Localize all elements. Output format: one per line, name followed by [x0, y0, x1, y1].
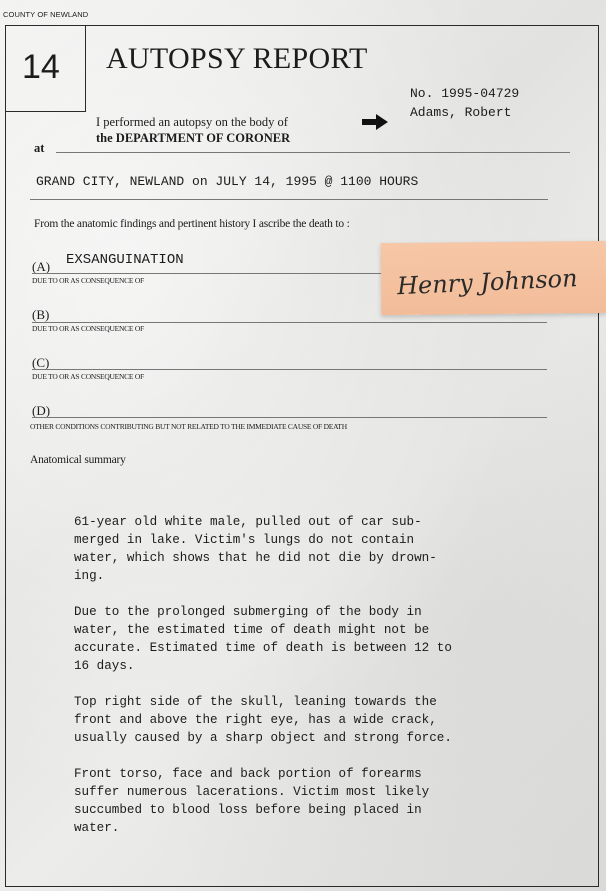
cause-c-letter: (C) [32, 355, 50, 370]
performed-line-1: I performed an autopsy on the body of [96, 115, 288, 129]
location-line: GRAND CITY, NEWLAND on JULY 14, 1995 @ 1100 HOURS [36, 174, 419, 189]
report-title: AUTOPSY REPORT [106, 42, 368, 75]
cause-a-letter: (A) [32, 259, 51, 274]
at-underline [56, 152, 570, 153]
sticky-note [381, 241, 606, 315]
county-label: COUNTY OF NEWLAND [3, 10, 89, 19]
anatomical-summary-label: Anatomical summary [30, 454, 126, 466]
case-number: No. 1995-04729 [410, 86, 520, 101]
summary-paragraph-4: Front torso, face and back portion of forearms suffer numerous lacerations. Victim most likely succumbed to blood loss before being placed in water. [74, 767, 430, 835]
cause-c-sub: DUE TO OR AS CONSEQUENCE OF [32, 372, 144, 381]
case-info [410, 84, 519, 122]
cause-d-letter: (D) [32, 403, 51, 418]
performed-statement [96, 114, 290, 146]
svg-text:Henry Johnson: Henry Johnson [396, 264, 579, 301]
summary-paragraph-2: Due to the prolonged submerging of the body in water, the estimated time of death might not be accurate. Estimated time of death is between 12 to 16 days. [74, 605, 452, 673]
performed-line-2: the DEPARTMENT OF CORONER [96, 131, 291, 145]
cause-b-sub: DUE TO OR AS CONSEQUENCE OF [32, 324, 144, 333]
cause-b-line [32, 322, 547, 323]
at-label: at [34, 141, 45, 155]
summary-paragraph-3: Top right side of the skull, leaning towards the front and above the right eye, has a wide crack, usually caused by a sharp object and strong force. [74, 695, 452, 745]
cause-d-line [32, 417, 547, 418]
summary-body [74, 513, 534, 855]
summary-paragraph-1: 61-year old white male, pulled out of car sub- merged in lake. Victim's lungs do not contain water, which shows that he did not die by drown- ing. [74, 515, 437, 583]
cause-b-letter: (B) [32, 307, 50, 322]
location-underline [30, 199, 548, 200]
report-number: 14 [22, 48, 60, 86]
ascribe-text: From the anatomic findings and pertinent history I ascribe the death to : [34, 218, 350, 230]
cause-a-text: EXSANGUINATION [66, 252, 184, 268]
cause-d-sub: OTHER CONDITIONS CONTRIBUTING BUT NOT RELATED TO THE IMMEDIATE CAUSE OF DEATH [30, 422, 347, 431]
subject-name: Adams, Robert [410, 105, 512, 120]
cause-c-line [32, 369, 547, 370]
right-arrow-icon [360, 112, 390, 132]
cause-a-sub: DUE TO OR AS CONSEQUENCE OF [32, 276, 144, 285]
handwritten-name [391, 251, 597, 305]
